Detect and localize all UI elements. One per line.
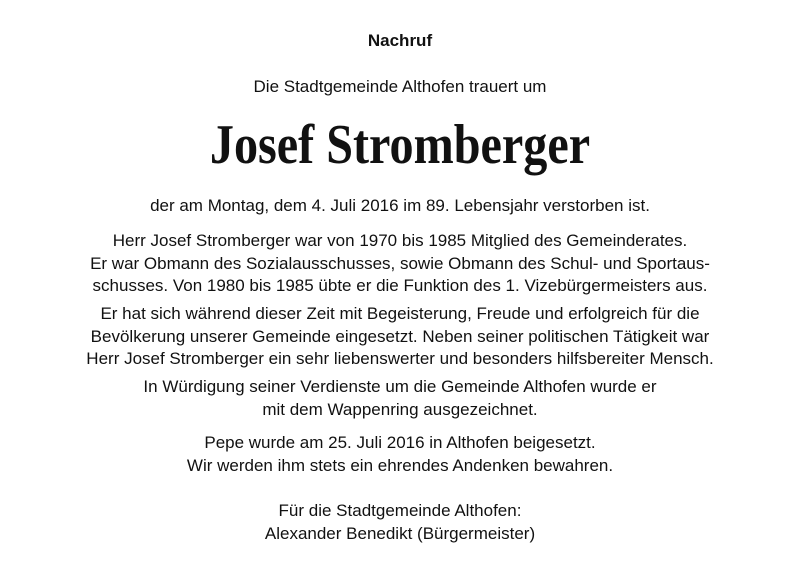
text-line: Er war Obmann des Sozialausschusses, sowie Obmann des Schul- und Sportaus-: [90, 253, 710, 273]
signature-line: Für die Stadtgemeinde Althofen:: [278, 501, 522, 520]
deceased-name: Josef Stromberger: [209, 114, 591, 176]
text-line: Wir werden ihm stets ein ehrendes Andenken bewahren.: [186, 455, 614, 475]
text-line: Pepe wurde am 25. Juli 2016 in Althofen beigesetzt.: [204, 433, 596, 452]
paragraph-council-career: [0, 230, 800, 298]
text-line: der am Montag, dem 4. Juli 2016 im 89. Lebensjahr verstorben ist.: [150, 196, 650, 215]
text-line: Er hat sich während dieser Zeit mit Begeisterung, Freude und erfolgreich für die: [100, 304, 700, 323]
paragraph-death-date: [0, 195, 800, 218]
text-line: Bevölkerung unserer Gemeinde eingesetzt. Neben seiner politischen Tätigkeit war: [90, 326, 710, 346]
paragraph-honour: [0, 376, 800, 421]
text-line: schusses. Von 1980 bis 1985 übte er die Funktion des 1. Vizebürgermeisters aus.: [92, 276, 708, 295]
paragraph-character: [0, 303, 800, 371]
intro-text: Die Stadtgemeinde Althofen trauert um: [253, 77, 547, 96]
text-line: Herr Josef Stromberger war von 1970 bis 1985 Mitglied des Gemeinderates.: [112, 231, 688, 250]
text-line: In Würdigung seiner Verdienste um die Gemeinde Althofen wurde er: [143, 377, 657, 396]
text-line: Herr Josef Stromberger ein sehr liebenswerter und besonders hilfsbereiter Mensch.: [86, 349, 714, 368]
text-line: mit dem Wappenring ausgezeichnet.: [262, 399, 538, 419]
paragraph-burial: [0, 432, 800, 477]
signature-block: [0, 500, 800, 545]
notice-heading: Nachruf: [367, 31, 433, 50]
signature-line: Alexander Benedikt (Bürgermeister): [264, 523, 536, 543]
